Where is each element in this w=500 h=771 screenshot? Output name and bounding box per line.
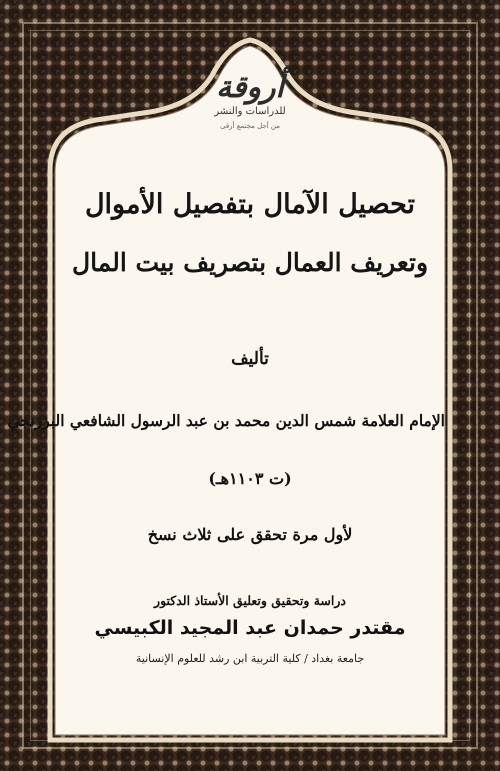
publisher-logo-mark: أروقة [216, 70, 284, 105]
book-title-line-1: تحصيل الآمال بتفصيل الأموال [84, 189, 416, 220]
study-line: دراسة وتحقيق وتعليق الأستاذ الدكتور [154, 593, 346, 608]
author-death-date: (ت ١١٠٣هـ) [208, 469, 292, 488]
publisher-name: للدراسات والنشر [214, 106, 286, 117]
cover-content [7, 60, 445, 720]
book-title-line-2: وتعريف العمال بتصريف بيت المال [71, 248, 429, 277]
author-label: تأليف [231, 349, 269, 369]
editor-affiliation: جامعة بغداد / كلية التربية ابن رشد للعلوم الإنسانية [135, 652, 365, 665]
edition-note: لأول مرة تحقق على ثلاث نسخ [147, 525, 353, 544]
publisher-logo [200, 72, 300, 162]
editor-name: مقتدر حمدان عبد المجيد الكبيسي [94, 617, 406, 639]
publisher-slogan: من أجل مجتمع أرقى [220, 122, 280, 130]
author-name: الإمام العلامة شمس الدين محمد بن عبد الرسول الشافعي البرزنجي [7, 411, 445, 430]
